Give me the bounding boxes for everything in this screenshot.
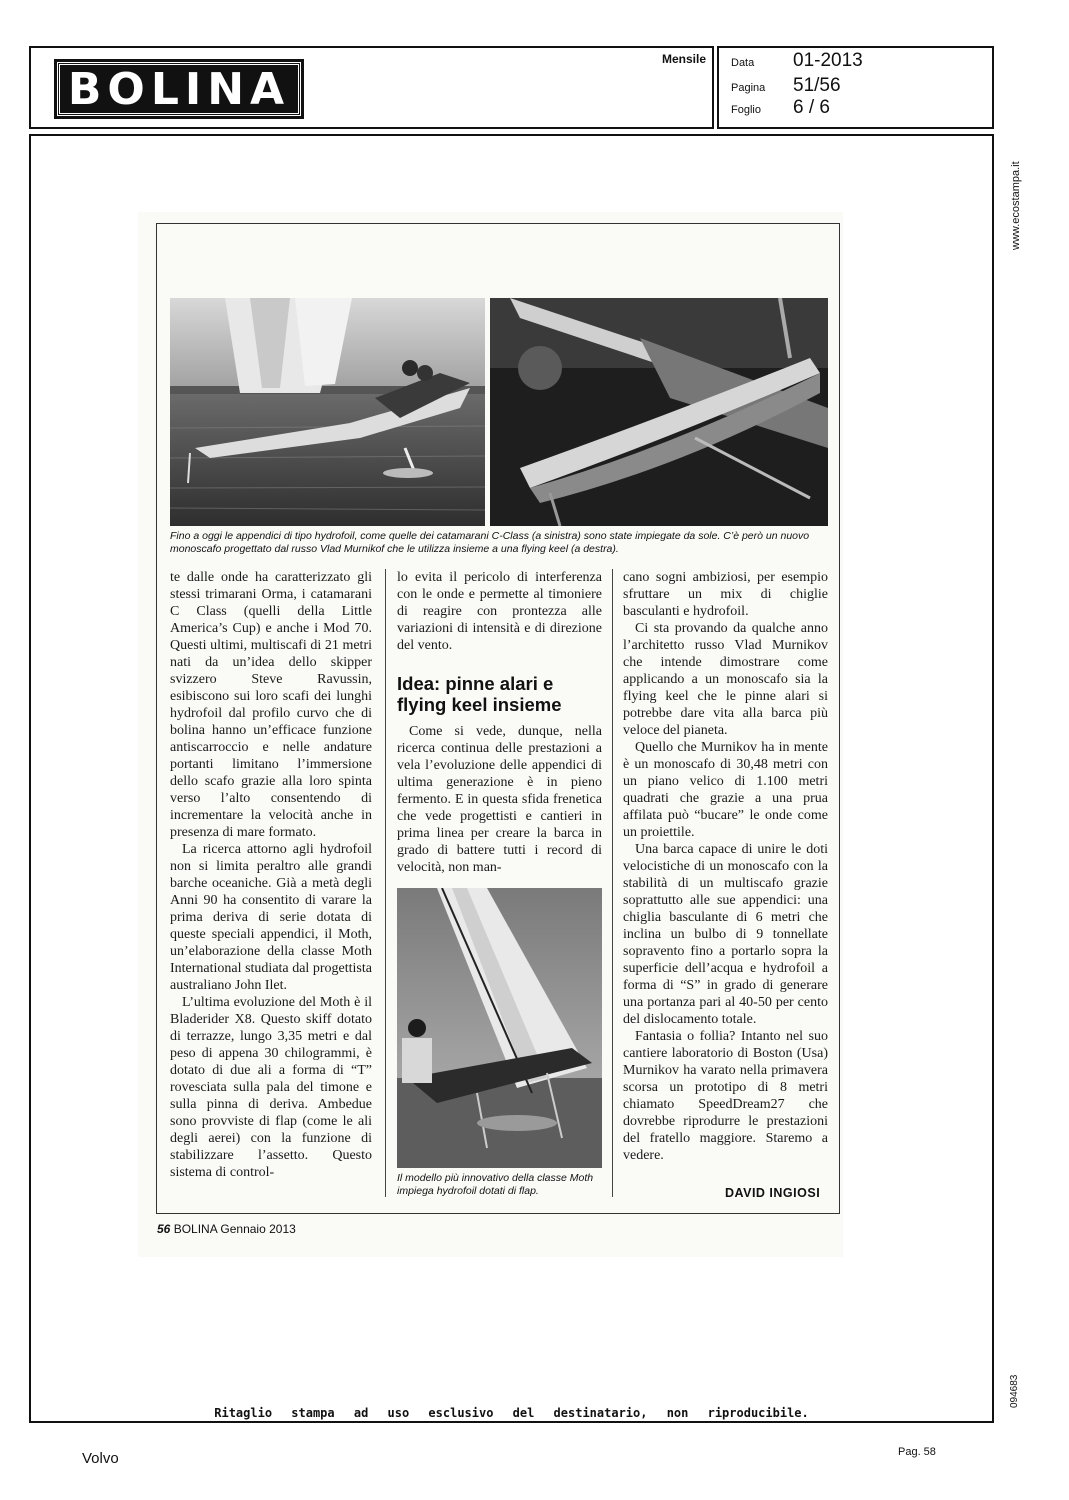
header-masthead-box xyxy=(29,46,714,129)
article-column-2-mid xyxy=(397,723,602,876)
catamaran-photo-graphic xyxy=(170,298,485,526)
moth-photo-caption: Il modello più innovativo della classe Moth impiega hydrofoil dotati di flap. xyxy=(397,1172,594,1197)
page-label: Pagina xyxy=(731,82,766,94)
col1-paragraph-2: La ricerca attorno agli hydrofoil non si limita peraltro alle grandi barche oceaniche. Già a metà degli Anni 90 ha consentito di varare la prima deriva di serie dotata di queste speciali appendici, il Moth, un’elaborazione della classe Moth International studiata dal progettista australiano John Ilet. xyxy=(170,842,372,993)
page-folio xyxy=(157,1222,296,1236)
col3-paragraph-1: cano sogni ambiziosi, per esempio sfruttare un mix di chiglie basculanti e hydrofoil. xyxy=(623,570,828,619)
date-label: Data xyxy=(731,57,755,69)
col3-paragraph-3: Quello che Murnikov ha in mente è un monoscafo di 30,48 metri con un piano velico di 1.100 metri quadrati che grazie a una prua affilata può “bucare” le onde come un proiettile. xyxy=(623,740,828,840)
section-subheading: Idea: pinne alari e flying keel insieme xyxy=(397,673,562,715)
column-rule-1 xyxy=(385,569,386,1197)
col2-paragraph-1: lo evita il pericolo di interferenza con le onde e permette al timoniere di reagire con prontezza alle variazioni di intensità e di direzione del vento. xyxy=(397,570,602,653)
ecostampa-url xyxy=(996,150,1022,250)
page-value: 51/56 xyxy=(793,75,841,96)
col3-paragraph-4: Una barca capace di unire le doti velocistiche di un monoscafo con la stabilità di un multiscafo grazie soprattutto alle sue appendici: una chiglia basculante di 6 metri che inclina un bulbo di 9 tonnellate sopravento fino a portarlo sopra la superficie dell’acqua e hydrofoil a forma di “S” in grado di generare una portanza pari al 40-50 per cento del dislocamento totale. xyxy=(623,842,828,1027)
photo-moth-hydrofoil xyxy=(397,888,602,1168)
bolina-logo: BOLINA xyxy=(57,62,301,116)
header-meta-box xyxy=(717,46,994,129)
folio-number: 56 xyxy=(157,1222,171,1236)
client-name: Volvo xyxy=(82,1450,119,1467)
photo-flying-keel-monohull xyxy=(490,298,828,526)
clipping-notice: Ritaglio stampa ad uso esclusivo del destinatario, non riproducibile. xyxy=(214,1406,809,1420)
date-value: 01-2013 xyxy=(793,50,863,71)
monohull-photo-graphic xyxy=(490,298,828,526)
page-number: Pag. 58 xyxy=(898,1446,936,1458)
article-column-1 xyxy=(170,569,372,1181)
clipping-code-text: 094683 xyxy=(1009,1374,1020,1408)
column-rule-2 xyxy=(612,569,613,1197)
article-column-3 xyxy=(623,569,828,1164)
periodicity-label: Mensile xyxy=(661,52,706,66)
moth-photo-graphic xyxy=(397,888,602,1168)
top-photos-caption: Fino a oggi le appendici di tipo hydrofoil, come quelle dei catamarani C-Class (a sinistra) sono state impiegate da sole. C’è però un nuovo monoscafo progettato dal russo Vlad Murnikof che le utilizza insieme a una flying keel (a destra). xyxy=(170,530,810,555)
col3-paragraph-2: Ci sta provando da qualche anno l’architetto russo Vlad Murnikov che intende dimostrare come applicando a un monoscafo sia la flying keel che le pinne alari si potrebbe dare vita alla barca più veloce del pianeta. xyxy=(623,621,828,738)
col2-paragraph-2: Come si vede, dunque, nella ricerca continua delle prestazioni a vela l’evoluzione delle appendici di ultima generazione è in pieno fermento. E in questa sfida frenetica che vede progettisti e cantieri in prima linea per creare la barca in grado di battere tutti i record di velocità, non man- xyxy=(397,724,602,875)
ecostampa-url-text: www.ecostampa.it xyxy=(1010,161,1022,250)
folio-text: BOLINA Gennaio 2013 xyxy=(173,1222,296,1236)
article-column-2-top xyxy=(397,569,602,654)
article-author: DAVID INGIOSI xyxy=(725,1186,821,1200)
sheet-label: Foglio xyxy=(731,104,761,116)
clipping-code xyxy=(996,1368,1020,1408)
col1-paragraph-3: L’ultima evoluzione del Moth è il Bladerider X8. Questo skiff dotato di terrazze, lungo 3,35 metri e dal peso di appena 30 chilogrammi, è dotato di due ali a forma di “T” rovesciata sulla pala del timone e sulla pinna di deriva. Ambedue sono provviste di flap (come le ali degli aerei) con la funzione di stabilizzare l’assetto. Questo sistema di control- xyxy=(170,995,372,1180)
photo-c-class-catamaran xyxy=(170,298,485,526)
col3-paragraph-5: Fantasia o follia? Intanto nel suo cantiere laboratorio di Boston (Usa) Murnikov ha varato nella primavera scorsa un prototipo di 8 metri chiamato SpeedDream27 che dovrebbe riprodurre le prestazioni del fratello maggiore. Staremo a vedere. xyxy=(623,1029,828,1163)
col1-paragraph-1: te dalle onde ha caratterizzato gli stessi trimarani Orma, i catamarani C Class (quelli della Little America’s Cup) e anche i Mod 70. Questi ultimi, multiscafi di 21 metri nati da un’idea dello skipper svizzero Steve Ravussin, esibiscono sui loro scafi dei lunghi hydrofoil dal profilo curvo che di bolina hanno un’efficace funzione antiscarroccio e nelle andature portanti limitano l’immersione dello scafo grazie alla loro spinta verso l’alto consentendo di incrementare la velocità anche in presenza di mare formato. xyxy=(170,570,372,840)
sheet-value: 6 / 6 xyxy=(793,97,830,118)
